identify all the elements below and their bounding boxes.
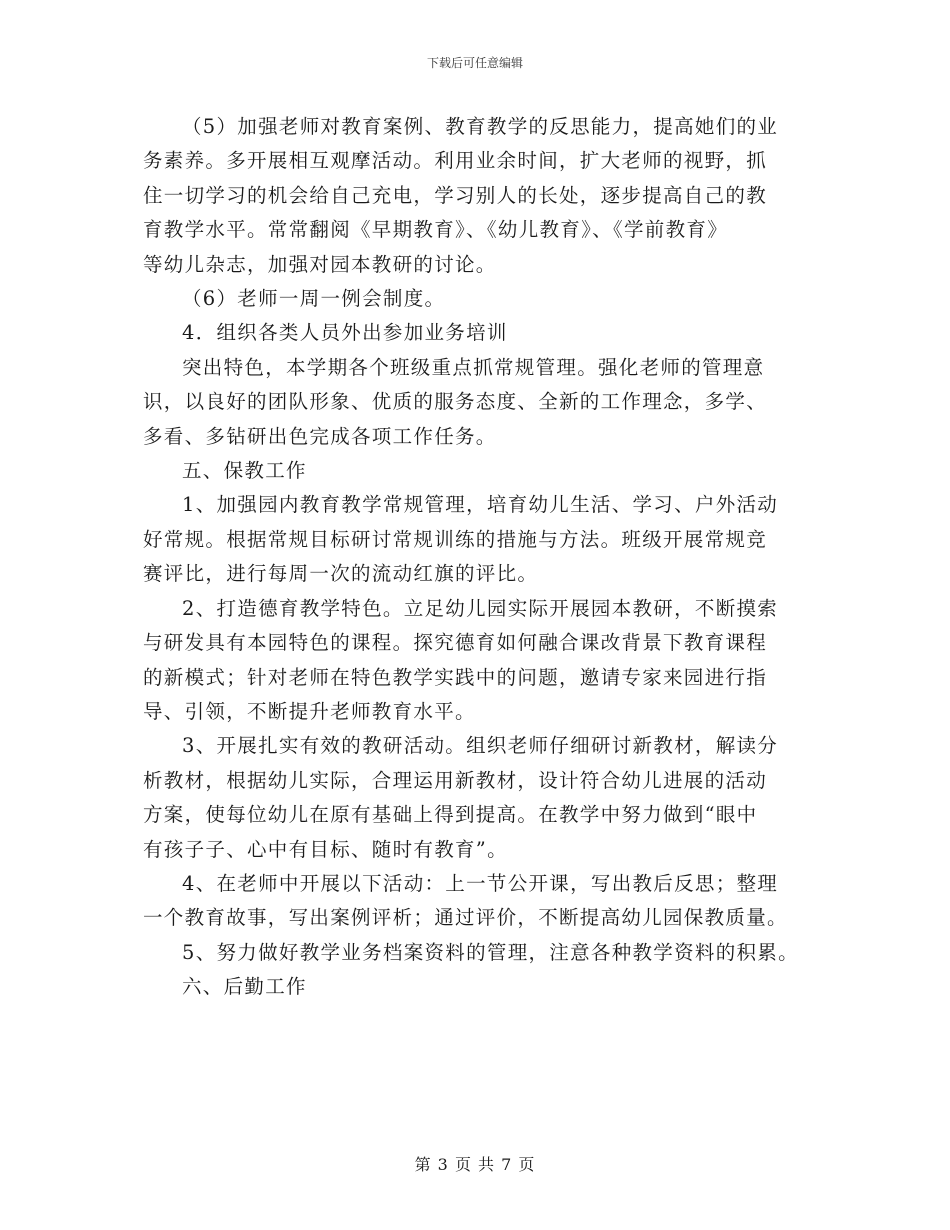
text-line: 5、努力做好教学业务档案资料的管理，注意各种教学资料的积累。 bbox=[182, 940, 799, 964]
paragraph-training-heading bbox=[143, 316, 813, 350]
paragraph-teacher-reflection bbox=[143, 110, 813, 282]
text-line: 的新模式；针对老师在特色教学实践中的问题，邀请专家来园进行指 bbox=[143, 665, 768, 689]
text-line: 等幼儿杂志，加强对园本教研的讨论。 bbox=[143, 252, 497, 276]
text-line: 与研发具有本园特色的课程。探究德育如何融合课改背景下教育课程 bbox=[143, 631, 768, 655]
text-line: 突出特色，本学期各个班级重点抓常规管理。强化老师的管理意 bbox=[182, 355, 765, 379]
text-line: 五、保教工作 bbox=[182, 459, 307, 483]
text-line: 析教材，根据幼儿实际，合理运用新教材，设计符合幼儿进展的活动 bbox=[143, 768, 768, 792]
paragraph-moral-education bbox=[143, 592, 813, 730]
text-line: 住一切学习的机会给自己充电，学习别人的长处，逐步提高自己的教 bbox=[143, 183, 768, 207]
text-line: 导、引领，不断提升老师教育水平。 bbox=[143, 699, 476, 723]
paragraph-weekly-meeting bbox=[143, 282, 813, 316]
text-line: 好常规。根据常规目标研讨常规训练的措施与方法。班级开展常规竞 bbox=[143, 527, 768, 551]
text-line: 多看、多钻研出色完成各项工作任务。 bbox=[143, 424, 497, 448]
paragraph-research-activities bbox=[143, 729, 813, 867]
page-number: 第 3 页 共 7 页 bbox=[414, 1155, 536, 1174]
text-line: 2、打造德育教学特色。立足幼儿园实际开展园本教研，不断摸索 bbox=[182, 596, 779, 620]
text-line: 4．组织各类人员外出参加业务培训 bbox=[182, 321, 508, 345]
section-heading-care-education bbox=[143, 454, 813, 488]
page-header: 下载后可任意编辑 bbox=[426, 56, 523, 70]
document-body bbox=[143, 110, 813, 1005]
text-line: 育教学水平。常常翻阅《早期教育》、《幼儿教育》、《学前教育》 bbox=[143, 218, 729, 242]
paragraph-highlight-features bbox=[143, 351, 813, 454]
text-line: 识，以良好的团队形象、优质的服务态度、全新的工作理念，多学、 bbox=[143, 390, 768, 414]
paragraph-routine-management bbox=[143, 488, 813, 591]
text-line: 方案，使每位幼儿在原有基础上得到提高。在教学中努力做到“眼中 bbox=[143, 803, 758, 827]
text-line: 一个教育故事，写出案例评析；通过评价，不断提高幼儿园保教质量。 bbox=[143, 906, 788, 930]
text-line: 4、在老师中开展以下活动：上一节公开课，写出教后反思；整理 bbox=[182, 871, 779, 895]
text-line: 1、加强园内教育教学常规管理，培育幼儿生活、学习、户外活动 bbox=[182, 493, 779, 517]
text-line: 赛评比，进行每周一次的流动红旗的评比。 bbox=[143, 562, 539, 586]
paragraph-teacher-activities bbox=[143, 867, 813, 936]
text-line: 有孩子子、心中有目标、随时有教育”。 bbox=[143, 837, 508, 861]
text-line: （5）加强老师对教育案例、教育教学的反思能力，提高她们的业 bbox=[182, 115, 779, 138]
text-line: 六、后勤工作 bbox=[182, 975, 307, 999]
paragraph-archive-management bbox=[143, 936, 813, 970]
text-line: 务素养。多开展相互观摩活动。利用业余时间，扩大老师的视野，抓 bbox=[143, 149, 768, 173]
section-heading-logistics bbox=[143, 970, 813, 1004]
text-line: 3、开展扎实有效的教研活动。组织老师仔细研讨新教材，解读分 bbox=[182, 734, 779, 758]
text-line: （6）老师一周一例会制度。 bbox=[182, 287, 446, 311]
